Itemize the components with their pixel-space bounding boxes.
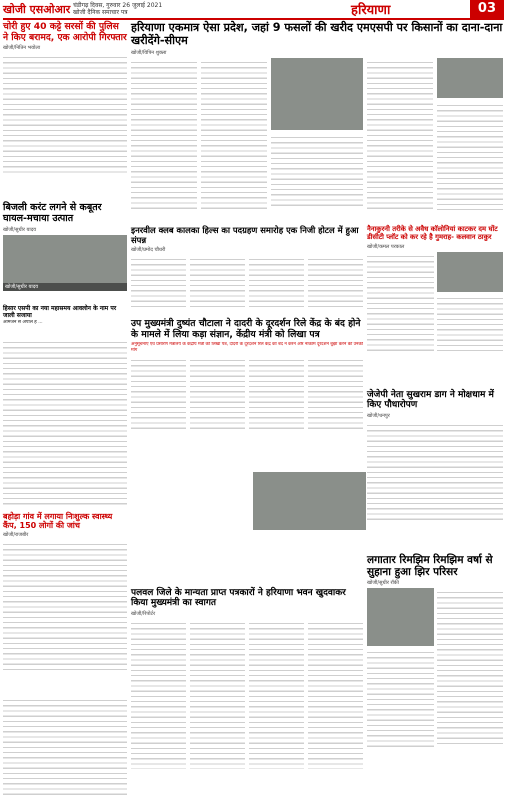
- edition-date: चंडीगढ़ दिवस, गुरुवार 26 जुलाई 2021: [73, 2, 163, 9]
- body-palwal-2: [190, 619, 245, 769]
- story-notice: [3, 306, 127, 336]
- headline-dushyant: उप मुख्यमंत्री दुष्यंत चौटाला ने दादरी के दूरदर्शन रिले केंद्र के बंद होने के मामले में लिया कड़ा संज्ञान, केंद्रीय मंत्री को लिखा पत्र: [131, 318, 361, 340]
- story-dushyant: [131, 319, 363, 584]
- body-jjp: [367, 421, 503, 521]
- body-ceremony-1: [131, 255, 186, 311]
- headline-kabutar: बिजली करंट लगने से कबूतर घायल-मचाया उत्पात: [3, 202, 102, 224]
- headline-colony: नैनाकुरनी तरीके से अवैध कॉलोनियां काटकर दम घोंट डीसीटी प्लॉट को कर रहे है गुमराह- कलवान ठाकुर: [367, 225, 498, 241]
- story-lead: [131, 22, 503, 222]
- body-notice: आमजन से अपील है ...: [3, 319, 43, 325]
- byline-ceremony: खोजी/प्रमोद चौधरी: [131, 247, 166, 254]
- section-title: हरियाणा: [351, 3, 391, 18]
- body-lead-3: [271, 133, 363, 210]
- byline-rain: खोजी/सुधीर रॉकी: [367, 580, 399, 587]
- body-ceremony-3: [249, 255, 304, 311]
- body-balhan: [3, 540, 127, 670]
- body-palwal-4: [308, 619, 363, 769]
- body-ceremony-2: [190, 255, 245, 311]
- story-colony: [367, 226, 503, 386]
- body-lead-1: [131, 58, 197, 210]
- body-dushyant-2: [190, 356, 245, 432]
- byline-lead: खोजी/विपिन शुक्ला: [131, 49, 167, 56]
- headline-notice: हिसार एसपी का नया महासमय आवलोन के नाम पर जाली सजाया: [3, 305, 117, 319]
- story-jjp: [367, 390, 503, 550]
- byline-chori: खोजी/नितिन भयोला: [3, 45, 41, 52]
- body-rain-2: [437, 588, 504, 748]
- photo-rain: [367, 588, 434, 646]
- body-lead-4: [367, 58, 433, 210]
- story-palwal: [131, 588, 363, 796]
- byline-kabutar: खोजी/सुधीर यादव: [3, 226, 37, 233]
- byline-palwal: खोजी/रिपोर्टर: [131, 610, 156, 617]
- masthead: [3, 0, 504, 20]
- headline-balhan: बहोड़ा गांव में लगाया निःशुल्क स्वास्थ्य कैंप, 150 लोगों की जांच: [3, 512, 113, 531]
- subhead-dushyant: अनुसूचनाएँ एवं प्रसारण मंत्रालय के केंद्रीय मंत्री को लिखा पत्र, दादरी के दूरदर्शन रिले केंद्र को बंद न करने और नाकाम दूरदर्शन बुझा करने की उनकी मांग: [131, 342, 363, 354]
- byline-colony: खोजी/कमल परकाल: [367, 243, 405, 250]
- body-lead-2: [201, 58, 267, 210]
- body-dushyant-3: [249, 356, 304, 432]
- body-colony-1: [367, 252, 434, 352]
- body-lead-5: [437, 101, 503, 210]
- body-left-lower: [3, 338, 127, 508]
- story-balhan: [3, 512, 127, 692]
- body-palwal-3: [249, 619, 304, 769]
- headline-rain: लगातार रिमझिम रिमझिम वर्षा से सुहाना हुआ झिर परिसर: [367, 554, 493, 579]
- byline-jjp: खोजी/धनपुर: [367, 412, 390, 419]
- story-ceremony: [131, 226, 363, 316]
- headline-ceremony: इनरवील क्लब कालका हिल्स का पदग्रहण समारोह एक निजी होटल में हुआ संपन्न: [131, 225, 359, 245]
- headline-chori: चोरी हुए 40 कट्टे सरसों की पुलिस ने किए बरामद, एक आरोपी गिरफ्तार: [3, 21, 127, 43]
- paper-logo: खोजी एसओआर: [3, 2, 71, 16]
- edition-info: [73, 2, 271, 16]
- body-ceremony-4: [308, 255, 363, 311]
- body-chori: [3, 53, 127, 173]
- page-number: 03: [470, 0, 504, 18]
- story-chori: [3, 22, 127, 200]
- body-colony-2: [437, 294, 504, 352]
- photo-colony: [437, 252, 504, 292]
- story-kabutar: [3, 203, 127, 303]
- body-left-bottom: [3, 696, 127, 796]
- photo-minister: [437, 58, 503, 98]
- headline-palwal: पलवल जिले के मान्यता प्राप्त पत्रकारों ने हरियाणा भवन खुदवाकर किया मुख्यमंत्री का स्वागत: [131, 588, 346, 609]
- photo-dushyant: [253, 472, 366, 530]
- body-rain-1: [367, 648, 434, 748]
- headline-jjp: जेजेपी नेता सुखराम डाग ने मोक्षधाम में किए पौधारोपण: [367, 390, 494, 411]
- headline-lead: हरियाणा एकमात्र ऐसा प्रदेश, जहां 9 फसलों की खरीद एमएसपी पर किसानों का दाना-दाना खरीदेंगे-सीएम: [131, 21, 503, 47]
- photo-cm: [271, 58, 363, 130]
- body-palwal-1: [131, 619, 186, 769]
- photo-kabutar: [3, 235, 127, 291]
- byline-balhan: खोजी/राजबीर: [3, 532, 29, 539]
- body-dushyant-1: [131, 356, 186, 432]
- body-dushyant-4: [308, 356, 363, 432]
- photo-caption-kabutar: खोजी/सुधीर यादव: [3, 283, 127, 291]
- story-rain: [367, 554, 503, 796]
- edition-tagline: खोजी दैनिक समाचार पत्र: [73, 9, 128, 16]
